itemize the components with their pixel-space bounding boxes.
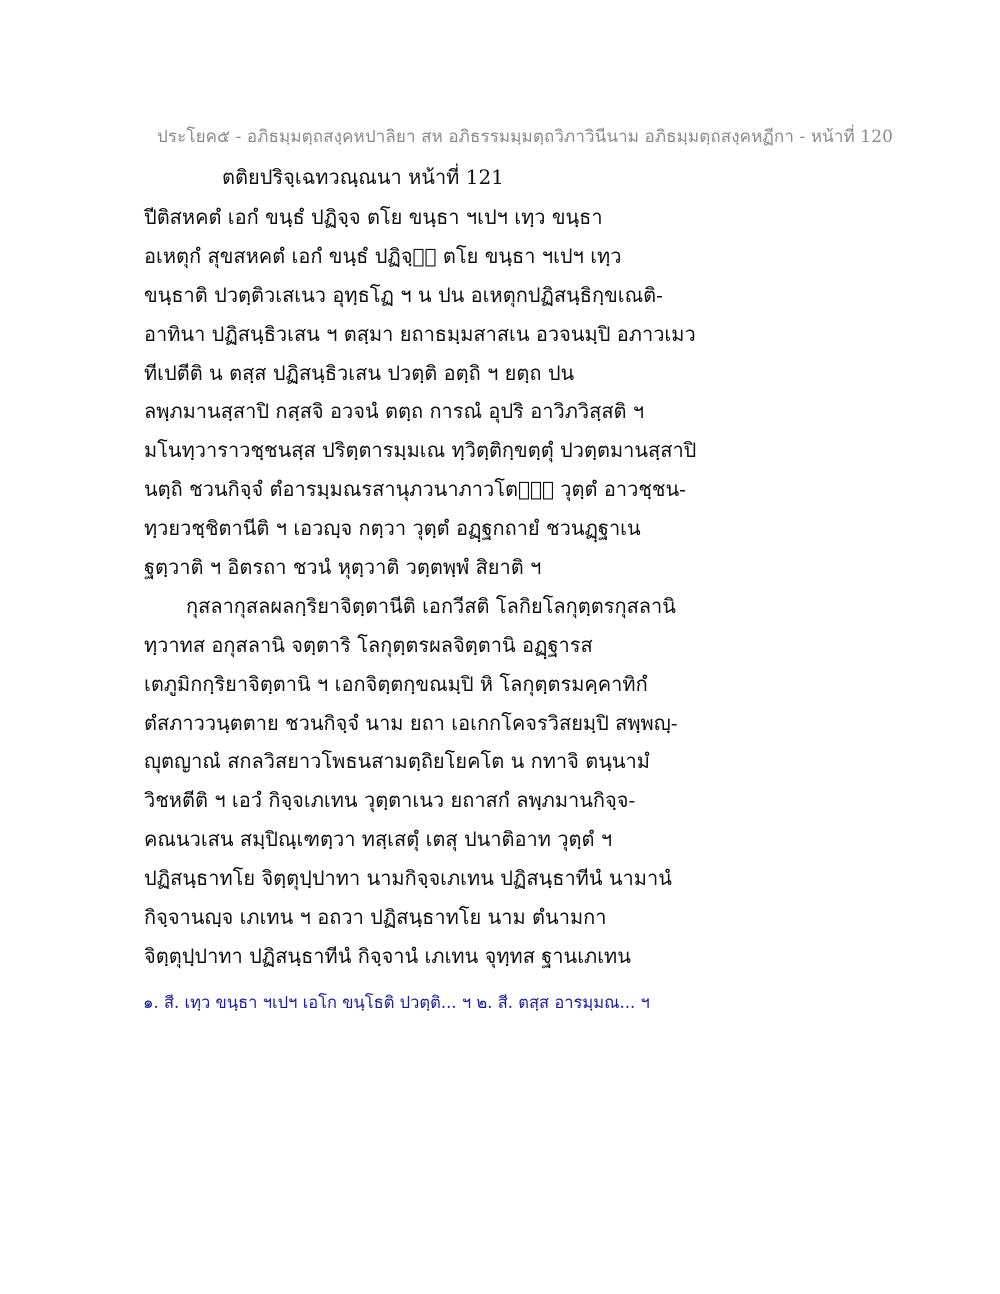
text-line: นตฺถิ ชวนกิจฺจํ ตํอารมฺมณรสานุภวนาภาวโตติ᪵ วุตฺตํ อาวชฺชน- xyxy=(144,477,686,502)
text-line: คณนวเสน สมฺปิณฺเฑตฺวา ทสฺเสตุํ เตสุ ปนาติอาท วุตฺตํ ฯ xyxy=(144,827,613,852)
text-line: วิชหตีติ ฯ เอวํ กิจฺจเภเทน วุตฺตาเนว ยถาสกํ ลพฺภมานกิจฺจ- xyxy=(144,788,636,813)
text-line: ทีเปตีติ น ตสฺส ปฏิสนฺธิวเสน ปวตฺติ อตฺถิ ฯ ยตฺถ ปน xyxy=(144,360,575,385)
text-line: ขนฺธาติ ปวตฺติวเสเนว อุทฺธโฏ ฯ น ปน อเหตุกปฏิสนฺธิกฺขเณติ- xyxy=(144,282,663,307)
running-header: ประโยค๕ - อภิธมฺมตฺถสงฺคหปาลิยา สห อภิธรรมมฺมตฺถวิภาวินีนาม อภิธมฺมตฺถสงฺคหฏีกา - หน้าที่ 120 xyxy=(157,127,894,147)
text-line: ลพฺภมานสฺสาปิ กสฺสจิ อวจนํ ตตฺถ การณํ อุปริ อาวิภวิสฺสติ ฯ xyxy=(144,399,645,424)
text-line: กิจฺจานญฺจ เภเทน ฯ อถวา ปฏิสนฺธาทโย นาม ตํนามกา xyxy=(144,905,607,930)
text-line: ปฏิสนฺธาทโย จิตฺตุปฺปาทา นามกิจฺจเภเทน ปฏิสนฺธาทีนํ นามานํ xyxy=(144,866,672,891)
text-line: เตภูมิกกฺริยาจิตฺตานิ ฯ เอกจิตฺตกฺขณมฺปิ หิ โลกุตฺตรมคฺคาทิกํ xyxy=(144,671,648,696)
text-line: ทฺวาทส อกุสลานิ จตฺตาริ โลกุตฺตรผลจิตฺตานิ อฏฺฐารส xyxy=(144,632,593,657)
text-line: ปีติสหคตํ เอกํ ขนฺธํ ปฏิจฺจ ตโย ขนฺธา ฯเปฯ เทฺว ขนฺธา xyxy=(144,205,603,229)
text-line: จิตฺตุปฺปาทา ปฏิสนฺธาทีนํ กิจฺจานํ เภเทน จุทฺทส ฐานเภเทน xyxy=(144,943,631,968)
paragraph-start-line: กุสลากุสลผลกฺริยาจิตฺตานีติ เอกวีสติ โลกิยโลกุตฺตรกุสลานิ xyxy=(186,593,676,618)
text-line: ญุตญาณํ สกลวิสยาวโพธนสามตฺถิยโยคโต น กทาจิ ตนฺนามํ xyxy=(144,749,650,774)
text-line: ฐตฺวาติ ฯ อิตรถา ชวนํ หุตฺวาติ วตฺตพฺพํ สิยาติ ฯ xyxy=(144,555,542,580)
text-line: อเหตุกํ สุขสหคตํ เอกํ ขนฺธํ ปฏิจฺจ᪵ ตโย ขนฺธา ฯเปฯ เทฺว xyxy=(144,243,622,268)
text-line: อาทินา ปฏิสนฺธิวเสน ฯ ตสฺมา ยถาธมฺมสาสเน อวจนมฺปิ อภาวเมว xyxy=(144,321,696,346)
text-line: ทฺวยวชฺชิตานีติ ฯ เอวญฺจ กตฺวา วุตฺตํ อฏฺฐกถายํ ชวนฏฺฐาเน xyxy=(144,516,641,541)
text-line: มโนทฺวาราวชฺชนสฺส ปริตฺตารมฺมเณ ทฺวิตฺติกฺขตฺตุํ ปวตฺตมานสฺสาปิ xyxy=(144,438,697,463)
body-text xyxy=(144,198,697,976)
footnote: ๑. สี. เทฺว ขนฺธา ฯเปฯ เอโก ขนฺโธติ ปวตฺติ... ฯ ๒. สี. ตสฺส อารมฺมณ... ฯ xyxy=(143,993,650,1012)
page-heading: ตติยปริจฺเฉทวณฺณนา หน้าที่ 121 xyxy=(222,165,504,189)
text-line: ตํสภาววนฺตตาย ชวนกิจฺจํ นาม ยถา เอเกกโคจรวิสยมฺปิ สพฺพญฺ- xyxy=(144,710,678,735)
